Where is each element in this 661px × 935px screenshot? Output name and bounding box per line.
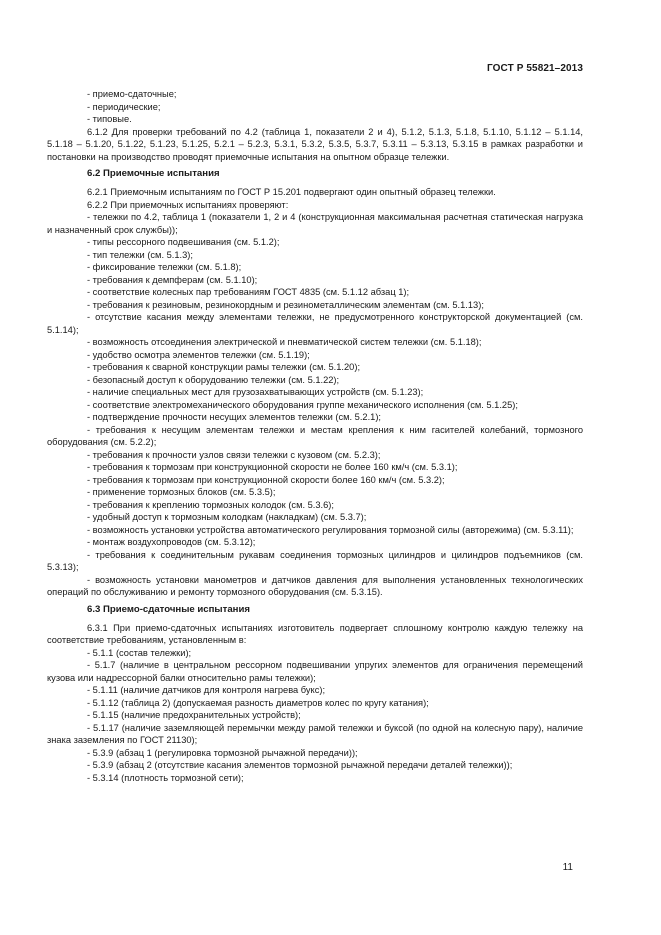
section-6-3-heading: 6.3 Приемо-сдаточные испытания (87, 603, 250, 615)
list-item: - тележки по 4.2, таблица 1 (показатели 1, 2 и 4 (конструкционная максимальная расчетная статическая нагрузка и назначенный срок службы)); (47, 212, 583, 235)
list-item: - возможность установки устройства автоматического регулирования тормозной силы (авторежима) (см. 5.3.11); (87, 524, 574, 535)
list-item: - 5.3.14 (плотность тормозной сети); (87, 772, 244, 783)
list-item: - 5.1.11 (наличие датчиков для контроля нагрева букс); (87, 685, 326, 695)
list-item: - 5.1.12 (таблица 2) (допускаемая разность диаметров колес по кругу катания); (87, 697, 429, 708)
list-item: - возможность установки манометров и датчиков давления для выполнения установленных технологических операций по обслуживанию и ремонту тормозного оборудования (см. 5.3.15). (47, 574, 583, 597)
list-item: - требования к креплению тормозных колодок (см. 5.3.6); (87, 499, 334, 510)
list-item: - удобный доступ к тормозным колодкам (накладкам) (см. 5.3.7); (87, 512, 367, 522)
list-item: - монтаж воздухопроводов (см. 5.3.12); (87, 537, 256, 547)
list-item: - наличие специальных мест для грузозахватывающих устройств (см. 5.1.23); (87, 387, 424, 397)
list-item: - 5.1.17 (наличие заземляющей перемычки между рамой тележки и буксой (по одной на колесную пару), наличие знака заземления по ГОСТ 21130); (47, 722, 583, 745)
list-item: - требования к резиновым, резинокордным и резинометаллическим элементам (см. 5.1.13); (87, 299, 484, 310)
list-item: - возможность отсоединения электрической и пневматической систем тележки (см. 5.1.18); (87, 337, 482, 347)
list-item: - требования к тормозам при конструкционной скорости не более 160 км/ч (см. 5.3.1); (87, 462, 458, 472)
list-item: - типы рессорного подвешивания (см. 5.1.2); (87, 237, 280, 247)
list-item: - требования к несущим элементам тележки и местам крепления к ним гасителей колебаний, тормозного оборудования (см. 5.2.2); (47, 424, 583, 447)
list-item: - требования к сварной конструкции рамы тележки (см. 5.1.20); (87, 362, 361, 372)
list-item: - подтверждение прочности несущих элементов тележки (см. 5.2.1); (87, 412, 382, 422)
list-item: - 5.3.9 (абзац 1 (регулировка тормозной рычажной передачи)); (87, 747, 358, 758)
list-item: - соответствие колесных пар требованиям ГОСТ 4835 (см. 5.1.12 абзац 1); (87, 287, 410, 297)
list-item: - безопасный доступ к оборудованию тележки (см. 5.1.22); (87, 374, 340, 385)
list-item: - тип тележки (см. 5.1.3); (87, 249, 193, 260)
list-item: - требования к соединительным рукавам соединения тормозных цилиндров и цилиндров подъемников (см. 5.3.13); (47, 549, 583, 572)
list-item: - 5.1.1 (состав тележки); (87, 647, 192, 658)
paragraph-6-2-1: 6.2.1 Приемочным испытаниям по ГОСТ Р 15.201 подвергают один опытный образец тележки. (87, 187, 496, 197)
paragraph-6-2-2: 6.2.2 При приемочных испытаниях проверяют: (87, 199, 289, 210)
list-item: - 5.1.15 (наличие предохранительных устройств); (87, 710, 301, 720)
list-item: - соответствие электромеханического оборудования группе механического исполнения (см. 5.1.25); (87, 399, 518, 410)
list-item: - требования к прочности узлов связи тележки с кузовом (см. 5.2.3); (87, 449, 381, 460)
section-6-2-heading: 6.2 Приемочные испытания (87, 168, 220, 179)
paragraph-6-1-2: 6.1.2 Для проверки требований по 4.2 (таблица 1, показатели 2 и 4), 5.1.2, 5.1.3, 5.1.8, 5.1.10, 5.1.12 – 5.1.14, 5.1.18 – 5.1.20, 5.1.22, 5.1.23, 5.1.25, 5.2.1 – 5.2.3, 5.3.1, 5.3.2, 5.3.5, 5.3.7, 5.3.11 – 5.3.13, 5.3.15 в рамках разработки и постановки на производство проводят приемочные испытания на опытном образце тележки. (47, 126, 583, 162)
list-item: - периодические; (87, 101, 161, 112)
list-item: - требования к демпферам (см. 5.1.10); (87, 274, 258, 285)
list-item: - отсутствие касания между элементами тележки, не предусмотренного конструкторской документацией (см. 5.1.14); (47, 312, 583, 335)
document-body (47, 88, 583, 784)
paragraph-6-3-1: 6.3.1 При приемо-сдаточных испытаниях изготовитель подвергает сплошному контролю каждую тележку на соответствие требованиям, установленным в: (47, 622, 583, 645)
list-item: - требования к тормозам при конструкционной скорости более 160 км/ч (см. 5.3.2); (87, 474, 445, 485)
list-item: - 5.3.9 (абзац 2 (отсутствие касания элементов тормозной рычажной передачи деталей тележки)); (87, 760, 513, 770)
list-item: - типовые. (87, 114, 132, 124)
document-header-id: ГОСТ Р 55821–2013 (487, 63, 583, 74)
list-item: - применение тормозных блоков (см. 5.3.5); (87, 487, 276, 497)
list-item: - 5.1.7 (наличие в центральном рессорном подвешивании упругих элементов для ограничения перемещений кузова или надрессорной балки относительно рамы тележки); (47, 660, 583, 683)
list-item: - удобство осмотра элементов тележки (см. 5.1.19); (87, 349, 310, 360)
list-item: - фиксирование тележки (см. 5.1.8); (87, 262, 242, 272)
page-number: 11 (562, 862, 573, 873)
list-item: - приемо-сдаточные; (87, 89, 177, 99)
